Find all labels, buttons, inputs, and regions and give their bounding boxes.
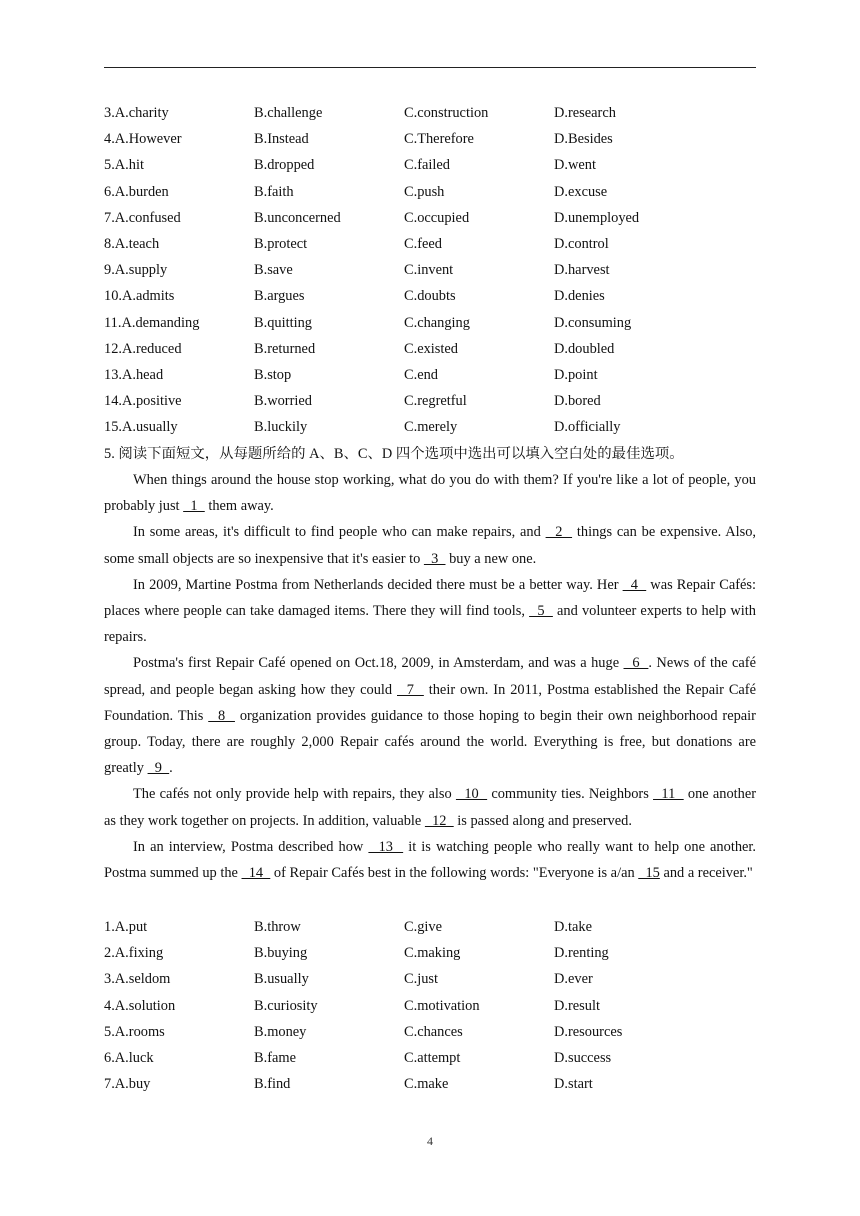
option-row bbox=[104, 100, 764, 126]
passage-text: In an interview, Postma described how bbox=[133, 838, 369, 855]
option-row bbox=[104, 126, 764, 152]
option-b: B.protect bbox=[254, 235, 308, 252]
option-b: B.fame bbox=[254, 1049, 296, 1066]
blank-14: 14 bbox=[241, 865, 271, 882]
option-a: 10.A.admits bbox=[104, 288, 175, 305]
passage-text: community ties. Neighbors bbox=[487, 786, 654, 803]
paragraph-5 bbox=[104, 781, 756, 833]
option-b: B.throw bbox=[254, 919, 301, 935]
option-d: D.renting bbox=[554, 945, 609, 962]
option-row bbox=[104, 283, 764, 309]
option-d: D.control bbox=[554, 235, 609, 252]
option-d: D.harvest bbox=[554, 262, 610, 279]
option-b: B.Instead bbox=[254, 131, 309, 148]
passage-text: them away. bbox=[204, 498, 274, 515]
option-a: 6.A.luck bbox=[104, 1049, 154, 1066]
option-c: C.chances bbox=[404, 1023, 463, 1040]
page-number: 4 bbox=[427, 1134, 433, 1148]
option-row bbox=[104, 231, 764, 257]
option-b: B.luckily bbox=[254, 419, 308, 436]
option-b: B.curiosity bbox=[254, 997, 318, 1014]
option-a: 7.A.buy bbox=[104, 1076, 151, 1093]
option-d: D.unemployed bbox=[554, 209, 640, 226]
option-d: D.excuse bbox=[554, 183, 608, 200]
option-d: D.start bbox=[554, 1076, 593, 1093]
option-a: 5.A.rooms bbox=[104, 1023, 165, 1040]
option-a: 3.A.charity bbox=[104, 105, 169, 121]
option-d: D.ever bbox=[554, 971, 593, 988]
passage-text: things can be expensive. Also, some small objects are so inexpensive that it's easier to bbox=[104, 524, 757, 567]
option-d: D.Besides bbox=[554, 131, 613, 148]
option-d: D.denies bbox=[554, 288, 605, 305]
option-b: B.buying bbox=[254, 945, 308, 962]
option-a: 11.A.demanding bbox=[104, 314, 200, 331]
option-c: C.existed bbox=[404, 340, 458, 357]
blank-3: 3 bbox=[423, 550, 446, 567]
option-a: 9.A.supply bbox=[104, 262, 168, 279]
cloze-passage bbox=[104, 467, 756, 886]
passage-text: organization provides guidance to those hoping to begin their own neighborhood repair group. Today, there are roughly 2,000 Repair cafés around the world. Everything is free, but donations are greatly bbox=[104, 707, 756, 777]
passage-text: Postma's first Repair Café opened on Oct.18, 2009, in Amsterdam, and was a huge bbox=[133, 655, 624, 672]
option-d: D.take bbox=[554, 919, 592, 935]
option-c: C.doubts bbox=[404, 288, 456, 305]
option-a: 1.A.put bbox=[104, 919, 148, 935]
option-d: D.consuming bbox=[554, 314, 632, 331]
option-c: C.changing bbox=[404, 314, 470, 331]
option-c: C.invent bbox=[404, 262, 454, 279]
option-row bbox=[104, 414, 764, 440]
option-c: C.motivation bbox=[404, 997, 480, 1014]
passage-text: . bbox=[169, 760, 173, 777]
option-c: C.give bbox=[404, 919, 442, 935]
option-c: C.making bbox=[404, 945, 461, 962]
passage-text: and volunteer experts to help with repairs. bbox=[104, 603, 756, 646]
passage-text: their own. In 2011, Postma established the Repair Café Foundation. This bbox=[104, 681, 756, 724]
option-a: 12.A.reduced bbox=[104, 340, 182, 357]
blank-2: 2 bbox=[545, 524, 573, 541]
passage-text: buy a new one. bbox=[445, 550, 537, 567]
paragraph-2 bbox=[104, 519, 756, 571]
blank-15: 15 bbox=[638, 865, 660, 882]
option-row bbox=[104, 362, 764, 388]
blank-12: 12 bbox=[424, 812, 454, 829]
option-a: 4.A.solution bbox=[104, 997, 176, 1014]
paragraph-3 bbox=[104, 572, 756, 651]
passage-text: and a receiver." bbox=[659, 865, 753, 882]
passage-text: In some areas, it's difficult to find people who can make repairs, and bbox=[133, 524, 546, 541]
passage-text: it is watching people who really want to help one another. Postma summed up the bbox=[104, 838, 757, 882]
option-b: B.unconcerned bbox=[254, 209, 341, 226]
option-c: C.Therefore bbox=[404, 131, 474, 148]
passage-text: of Repair Cafés best in the following words: "Everyone is a/an bbox=[270, 865, 639, 882]
passage-text: one another as they work together on projects. In addition, valuable bbox=[104, 786, 757, 829]
option-a: 14.A.positive bbox=[104, 393, 182, 410]
blank-8: 8 bbox=[208, 707, 235, 724]
option-row bbox=[104, 1019, 764, 1045]
option-b: B.quitting bbox=[254, 314, 312, 331]
option-row bbox=[104, 205, 764, 231]
header-rule bbox=[104, 67, 756, 68]
option-c: C.just bbox=[404, 971, 438, 988]
option-b: B.usually bbox=[254, 971, 309, 988]
passage-text: In 2009, Martine Postma from Netherlands decided there must be a better way. Her bbox=[133, 576, 623, 593]
option-d: D.doubled bbox=[554, 340, 615, 357]
option-d: D.success bbox=[554, 1049, 612, 1066]
option-d: D.research bbox=[554, 105, 616, 121]
blank-13: 13 bbox=[368, 838, 404, 855]
blank-5: 5 bbox=[529, 603, 553, 620]
option-c: C.failed bbox=[404, 157, 450, 174]
option-row bbox=[104, 388, 764, 414]
passage-text: The cafés not only provide help with repairs, they also bbox=[133, 786, 456, 803]
option-a: 5.A.hit bbox=[104, 157, 144, 174]
option-row bbox=[104, 1071, 764, 1097]
option-a: 4.A.However bbox=[104, 131, 182, 148]
paragraph-6 bbox=[104, 834, 756, 886]
option-row bbox=[104, 914, 764, 940]
option-d: D.result bbox=[554, 997, 600, 1014]
passage-text: . News of the café spread, and people began asking how they could bbox=[104, 655, 756, 698]
option-row bbox=[104, 310, 764, 336]
question-instruction: 5. 阅读下面短文，从每题所给的 A、B、C、D 四个选项中选出可以填入空白处的最佳选项。 bbox=[104, 446, 684, 462]
blank-1: 1 bbox=[183, 498, 205, 515]
blank-4: 4 bbox=[622, 576, 647, 593]
option-a: 8.A.teach bbox=[104, 235, 160, 252]
option-b: B.returned bbox=[254, 340, 316, 357]
option-a: 13.A.head bbox=[104, 366, 164, 383]
option-list-bottom bbox=[104, 914, 764, 1097]
option-b: B.faith bbox=[254, 183, 294, 200]
option-b: B.worried bbox=[254, 393, 312, 410]
paragraph-4 bbox=[104, 650, 756, 781]
option-c: C.attempt bbox=[404, 1049, 461, 1066]
option-row bbox=[104, 152, 764, 178]
passage-text: When things around the house stop working, what do you do with them? If you're like a lot of people, you probably just bbox=[104, 472, 756, 515]
option-a: 2.A.fixing bbox=[104, 945, 164, 962]
option-b: B.dropped bbox=[254, 157, 315, 174]
option-row bbox=[104, 336, 764, 362]
option-a: 7.A.confused bbox=[104, 209, 181, 226]
option-d: D.resources bbox=[554, 1023, 623, 1040]
option-a: 3.A.seldom bbox=[104, 971, 171, 988]
option-d: D.officially bbox=[554, 419, 621, 436]
option-b: B.stop bbox=[254, 366, 292, 383]
passage-text: was Repair Cafés: places where people can take damaged items. There they will find tools, bbox=[104, 576, 756, 620]
blank-7: 7 bbox=[397, 681, 424, 698]
blank-10: 10 bbox=[455, 786, 488, 803]
option-b: B.save bbox=[254, 262, 293, 279]
option-d: D.point bbox=[554, 366, 598, 383]
option-row bbox=[104, 179, 764, 205]
option-row bbox=[104, 940, 764, 966]
blank-6: 6 bbox=[623, 655, 649, 672]
option-c: C.regretful bbox=[404, 393, 467, 410]
paragraph-1 bbox=[104, 467, 756, 519]
option-a: 15.A.usually bbox=[104, 419, 178, 436]
option-b: B.challenge bbox=[254, 105, 323, 121]
option-c: C.end bbox=[404, 366, 438, 383]
passage-text: is passed along and preserved. bbox=[453, 812, 632, 829]
option-c: C.merely bbox=[404, 419, 458, 436]
option-row bbox=[104, 1045, 764, 1071]
option-row bbox=[104, 966, 764, 992]
option-c: C.feed bbox=[404, 235, 442, 252]
option-c: C.make bbox=[404, 1076, 449, 1093]
option-b: B.money bbox=[254, 1023, 307, 1040]
blank-9: 9 bbox=[147, 760, 170, 777]
option-row bbox=[104, 257, 764, 283]
option-d: D.went bbox=[554, 157, 596, 174]
option-list-top bbox=[104, 100, 764, 440]
option-b: B.find bbox=[254, 1076, 291, 1093]
option-d: D.bored bbox=[554, 393, 601, 410]
option-c: C.construction bbox=[404, 105, 489, 121]
option-row bbox=[104, 993, 764, 1019]
option-b: B.argues bbox=[254, 288, 305, 305]
option-c: C.push bbox=[404, 183, 445, 200]
option-a: 6.A.burden bbox=[104, 183, 169, 200]
option-c: C.occupied bbox=[404, 209, 470, 226]
blank-11: 11 bbox=[653, 786, 684, 803]
